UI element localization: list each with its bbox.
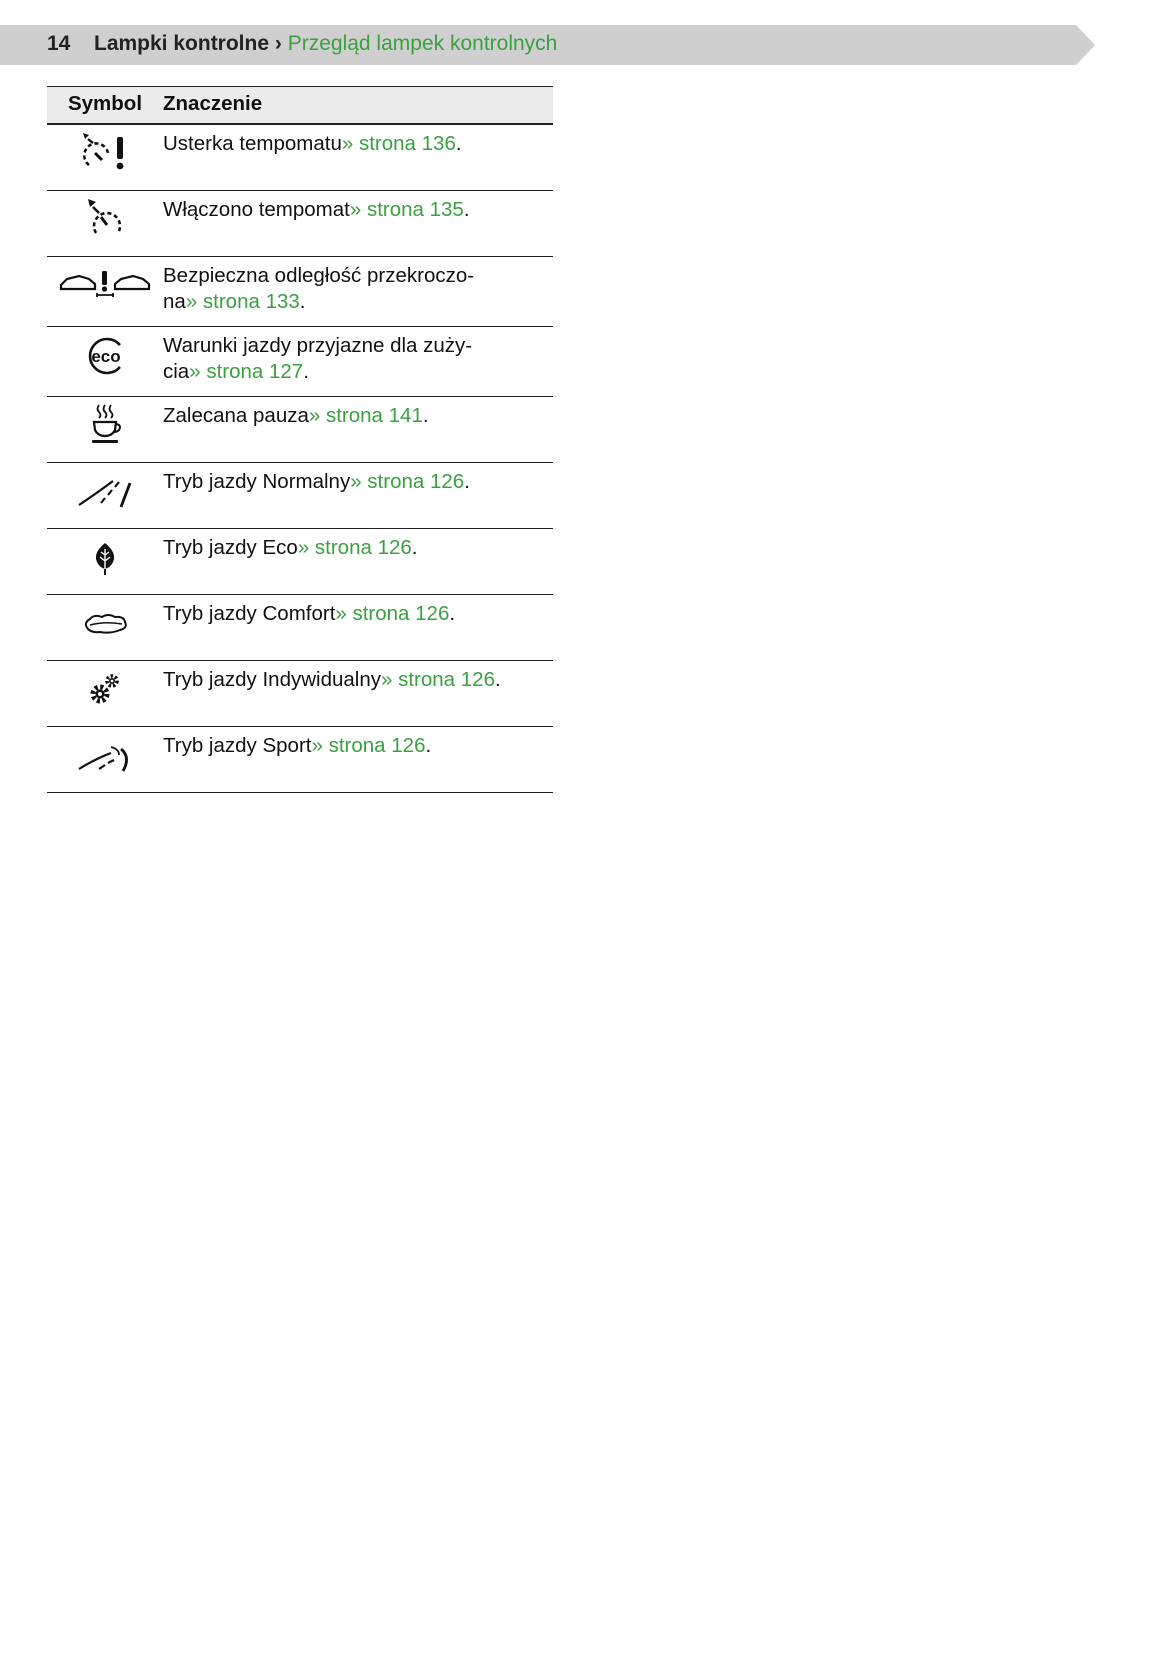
symbol-cell [47,595,163,661]
leaf-icon [90,535,120,579]
meaning-text: Bezpieczna odległość przekroczo- na [163,264,475,313]
page-reference-link[interactable]: » strona 135 [349,198,464,221]
page-reference-link[interactable]: » strona 126 [297,536,412,559]
meaning-cell: Tryb jazdy Normalny» strona 126. [163,463,553,529]
meaning-cell: Tryb jazdy Indywidualny» strona 126. [163,661,553,727]
page-reference-link[interactable]: » strona 136 [341,132,456,155]
meaning-cell: Włączono tempomat» strona 135. [163,191,553,257]
meaning-cell: Warunki jazdy przyjazne dla zuży- cia» strona 127. [163,327,553,397]
table-row [47,191,553,257]
page-reference-link[interactable]: » strona 133 [185,290,300,313]
meaning-cell: Bezpieczna odległość przekroczo- na» strona 133. [163,257,553,327]
meaning-text: Tryb jazdy Comfort [163,602,336,625]
table-row [47,124,553,191]
meaning-text: Warunki jazdy przyjazne dla zuży- cia [163,334,473,383]
symbol-cell [47,727,163,793]
table-row [47,727,553,793]
table-header-row [47,87,553,125]
eco-icon [82,333,128,379]
meaning-cell: Usterka tempomatu» strona 136. [163,124,553,191]
symbol-cell [47,327,163,397]
column-header-symbol: Symbol [47,87,163,125]
page-reference-link[interactable]: » strona 141 [308,404,423,427]
distance-warning-icon [57,263,153,307]
cruise-control-on-icon [82,197,128,241]
page-reference-link[interactable]: » strona 126 [350,470,465,493]
meaning-text: Zalecana pauza [163,404,309,427]
cruise-control-fault-icon [80,131,130,175]
meaning-text: Usterka tempomatu [163,132,342,155]
breadcrumb-current[interactable]: Przegląd lampek kontrolnych [287,32,558,55]
gears-icon [85,667,125,711]
page-reference-link[interactable]: » strona 126 [335,602,450,625]
drive-mode-sport-icon [75,733,135,777]
table-row [47,257,553,327]
page-number: 14 [47,32,71,55]
meaning-cell: Tryb jazdy Sport» strona 126. [163,727,553,793]
meaning-text: Tryb jazdy Normalny [163,470,351,493]
meaning-cell: Zalecana pauza» strona 141. [163,397,553,463]
page-reference-link[interactable]: » strona 126 [311,734,426,757]
meaning-cell: Tryb jazdy Eco» strona 126. [163,529,553,595]
meaning-text: Tryb jazdy Eco [163,536,298,559]
symbol-cell [47,463,163,529]
breadcrumb [94,32,557,56]
meaning-text: Tryb jazdy Sport [163,734,312,757]
coffee-cup-icon [85,403,125,447]
page-reference-link[interactable]: » strona 127 [189,360,304,383]
column-header-meaning: Znaczenie [163,87,553,125]
table-row [47,397,553,463]
meaning-text: Włączono tempomat [163,198,350,221]
table-row [47,661,553,727]
symbol-cell [47,257,163,327]
symbol-cell [47,661,163,727]
indicator-table [47,86,553,793]
table-row [47,463,553,529]
breadcrumb-separator: › [274,32,282,55]
symbol-cell [47,397,163,463]
page-reference-link[interactable]: » strona 126 [381,668,495,691]
symbol-cell [47,191,163,257]
symbol-cell [47,124,163,191]
meaning-text: Tryb jazdy Indywidualny [163,668,382,691]
table-row [47,595,553,661]
symbol-cell [47,529,163,595]
cloud-comfort-icon [80,601,130,645]
breadcrumb-section: Lampki kontrolne [94,32,270,55]
table-row [47,327,553,397]
drive-mode-normal-icon [75,469,135,513]
table-row [47,529,553,595]
svg-text:eco: eco [91,347,121,366]
meaning-cell: Tryb jazdy Comfort» strona 126. [163,595,553,661]
